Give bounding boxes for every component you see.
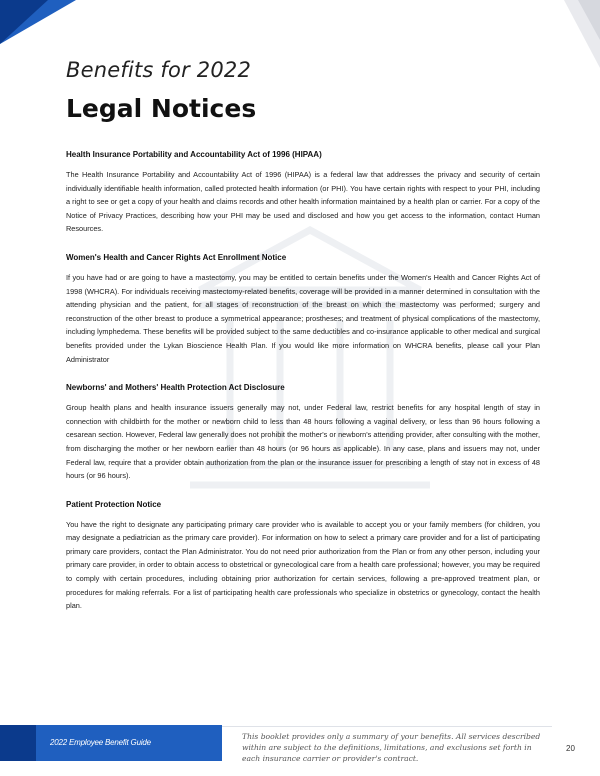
newborns-section [66,383,540,483]
whcra-heading: Women's Health and Cancer Rights Act Enrollment Notice [66,252,287,262]
newborns-body: Group health plans and health insurance issuers generally may not, under Federal law, restrict benefits for any hospital length of stay in connection with childbirth for the mother or newborn child to less than 48 hours following a vaginal delivery, or less than 96 hours following a cesarean section. However, Federal law generally does not prohibit the mother's or newborn's attending provider, after consulting with the mother, from discharging the mother or her newborn earlier than 48 hours (or 96 hours as applicable). In any case, plans and issuers may not, under Federal law, require that a provider obtain authorization from the plan or the insurance issuer for prescribing a length of stay not in excess of 48 hours (or 96 hours). [66,403,540,481]
patient-protection-section [66,500,540,613]
newborns-heading: Newborns' and Mothers' Health Protection Act Disclosure [66,383,285,393]
footer-guide-label: 2022 Employee Benefit Guide [50,738,151,747]
whcra-body: If you have had or are going to have a mastectomy, you may be entitled to certain benefits under the Women's Health and Cancer Rights Act of 1998 (WHCRA). For individuals receiving mastectomy-related benefits, coverage will be provided in a manner determined in consultation with the attending physician and the patient, for all stages of reconstruction of the breast on which the mastectomy was performed; surgery and reconstruction of the other breast to produce a symmetrical appearance; prostheses; and treatment of physical complications of the mastectomy, including lymphedema. These benefits will be provided subject to the same deductibles and co-insurance applicable to other medical and surgical benefits provided under the Lykan Bioscience Health Plan. If you would like more information on WHCRA benefits, please call your Plan Administrator [66,272,540,364]
whcra-section [66,253,540,366]
hipaa-heading: Health Insurance Portability and Accountability Act of 1996 (HIPAA) [66,150,322,159]
page-subtitle: Benefits for 2022 [66,58,252,82]
hipaa-section [66,150,540,236]
corner-decoration-right-dark [578,0,600,40]
corner-decoration-left-dark [0,0,48,44]
page-number: 20 [566,744,575,753]
footer-bar-accent [0,725,36,761]
page-title: Legal Notices [66,94,257,123]
hipaa-body: The Health Insurance Portability and Accountability Act of 1996 (HIPAA) is a federal law that addresses the privacy and security of certain individually identifiable health information, called protected health information (or PHI). You have certain rights with respect to your PHI, including a right to see or get a copy of your health and claims records and other health information maintained by a health plan or carrier. For a copy of the Notice of Privacy Practices, describing how your PHI may be used and disclosed and how you get access to the information, contact Human Resources. [66,170,540,234]
patient-protection-body: You have the right to designate any participating primary care provider who is available to accept you or your family members (for children, you may designate a pediatrician as the primary care provider). For information on how to select a primary care provider and for a list of participating primary care providers, contact the Plan Administrator. You do not need prior authorization from the Plan or from any other person, including your primary care provider, in order to obtain access to obstetrical or gynecological care from a health care professional; however, you may be required to comply with certain procedures, including obtaining prior authorization for certain services, following a pre-approved treatment plan, or procedures for making referrals. For a list of participating health care professionals who specialize in obstetrics or gynecology, contact the health plan. [66,519,540,611]
footer-divider [222,726,552,727]
patient-protection-heading: Patient Protection Notice [66,499,162,509]
footer-disclaimer: This booklet provides only a summary of your benefits. All services described within are subject to the definitions, limitations, and exclusions set forth in each insurance carrier or provider's contract. [242,732,541,763]
legal-notices-content [66,150,540,630]
